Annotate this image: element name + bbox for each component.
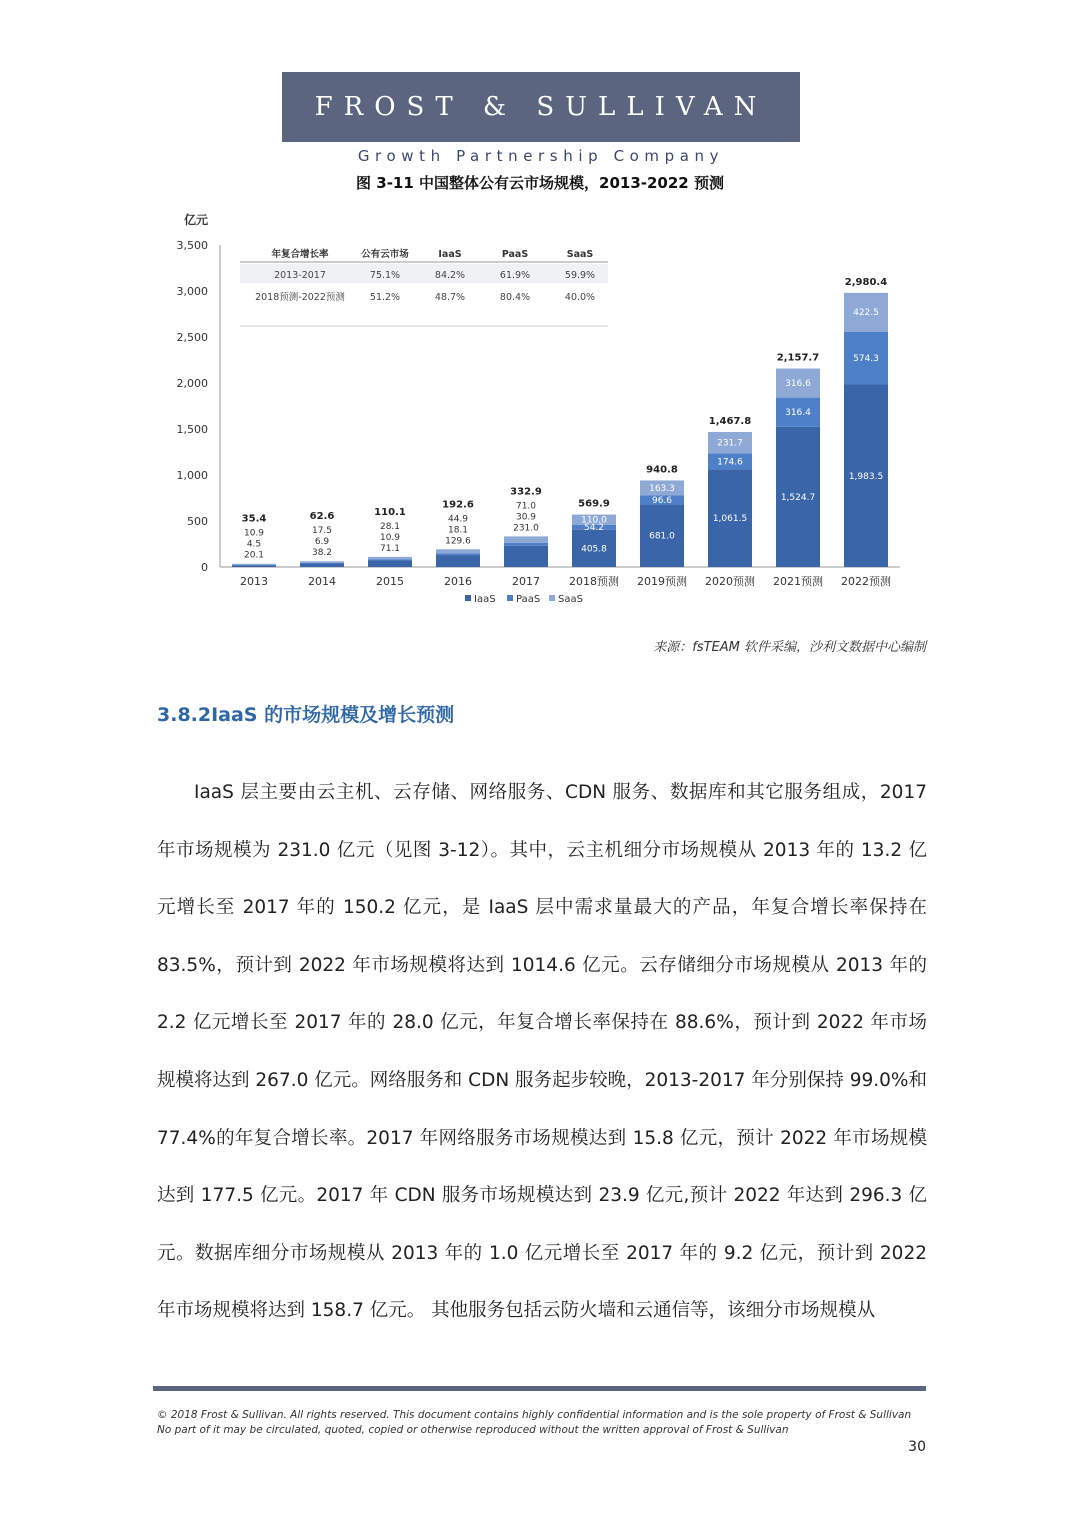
cagr-table-cell: 84.2% (434, 270, 466, 281)
x-tick-label: 2018预测 (569, 575, 619, 588)
figure-source: 来源：fsTEAM 软件采编，沙利文数据中心编制 (653, 640, 926, 655)
data-label: 316.4 (785, 408, 811, 419)
cagr-table-header: 年复合增长率 (271, 249, 329, 260)
data-label: 54.2 (583, 523, 605, 534)
bar-segment-saas (232, 564, 276, 565)
legend-label-paas: PaaS (516, 594, 541, 605)
total-label: 62.6 (309, 511, 335, 523)
section-heading: 3.8.2IaaS 的市场规模及增长预测 (157, 704, 455, 726)
bar-segment-saas (436, 549, 480, 553)
bar-segment-paas (504, 543, 548, 546)
stacked-bar-chart (150, 200, 930, 620)
x-tick-label: 2014 (308, 575, 336, 588)
cagr-table-header: SaaS (566, 249, 594, 260)
cagr-table-cell: 75.1% (369, 270, 401, 281)
data-label: 231.0 (513, 523, 539, 534)
total-label: 332.9 (510, 486, 542, 498)
x-tick-label: 2016 (444, 575, 472, 588)
total-label: 1,467.8 (708, 415, 752, 427)
logo-text: FROST & SULLIVAN (314, 92, 768, 122)
cagr-table-cell: 48.7% (434, 292, 466, 303)
data-label: 681.0 (649, 531, 675, 542)
total-label: 110.1 (374, 506, 406, 518)
data-label: 422.5 (853, 308, 879, 319)
copyright-notice (157, 1408, 911, 1438)
bar-segment-iaas (436, 555, 480, 567)
data-label: 10.9 (379, 532, 401, 543)
footer-divider (153, 1386, 926, 1391)
x-tick-label: 2015 (376, 575, 404, 588)
x-tick-label: 2022预测 (841, 575, 891, 588)
data-label: 110.0 (581, 515, 607, 526)
bar-segment-iaas (300, 563, 344, 567)
legend-swatch-paas (507, 595, 513, 601)
y-tick-label: 0 (201, 561, 208, 574)
body-paragraph: IaaS 层主要由云主机、云存储、网络服务、CDN 服务、数据库和其它服务组成，2017 年市场规模为 231.0 亿元（见图 3-12）。其中，云主机细分市场规模从 2013 年的 13.2 亿元增长至 2017 年的 150.2 亿元，是 IaaS 层中需求量最大的产品，年复合增长率保持在 83.5%，预计到 2022 年市场规模将达到 1014.6 亿元。云存储细分市场规模从 2013 年的 2.2 亿元增长至 2017 年的 28.0 亿元，年复合增长率保持在 88.6%，预计到 2022 年市场规模将达到 267.0 亿元。网络服务和 CDN 服务起步较晚，2013-2017 年分别保持 99.0%和 77.4%的年复合增长率。2017 年网络服务市场规模达到 15.8 亿元，预计 2022 年市场规模达到 177.5 亿元。2017 年 CDN 服务市场规模达到 23.9 亿元,预计 2022 年达到 296.3 亿元。数据库细分市场规模从 2013 年的 1.0 亿元增长至 2017 年的 9.2 亿元，预计到 2022 年市场规模将达到 158.7 亿元。 其他服务包括云防火墙和云通信等，该细分市场规模从 (157, 782, 927, 1322)
data-label: 1,061.5 (712, 514, 748, 525)
total-label: 2,157.7 (776, 352, 820, 364)
total-label: 569.9 (578, 498, 610, 510)
bar-segment-saas (300, 561, 344, 563)
data-label: 30.9 (515, 512, 537, 523)
bar-segment-saas (504, 536, 548, 543)
data-label: 231.7 (717, 438, 743, 449)
data-label: 405.8 (581, 544, 607, 555)
data-label: 20.1 (243, 550, 265, 561)
cagr-table-cell: 2013-2017 (274, 270, 326, 281)
data-label: 44.9 (447, 514, 469, 525)
data-label: 71.0 (515, 501, 537, 512)
cagr-table-cell: 61.9% (499, 270, 531, 281)
cagr-table-cell: 59.9% (564, 270, 596, 281)
legend-label-saas: SaaS (558, 594, 583, 605)
data-label: 4.5 (246, 539, 262, 550)
y-tick-label: 3,500 (176, 239, 208, 252)
y-axis-label: 亿元 (183, 213, 209, 227)
data-label: 1,983.5 (848, 471, 884, 482)
frost-sullivan-logo (282, 72, 800, 142)
total-label: 940.8 (646, 464, 678, 476)
x-tick-label: 2021预测 (773, 575, 823, 588)
figure-title: 图 3-11 中国整体公有云市场规模，2013-2022 预测 (356, 174, 724, 192)
cagr-table-header: IaaS (438, 249, 462, 260)
x-tick-label: 2020预测 (705, 575, 755, 588)
legend-swatch-iaas (465, 595, 471, 601)
y-tick-label: 3,000 (176, 285, 208, 298)
bar-segment-paas (436, 553, 480, 555)
data-label: 1,524.7 (780, 492, 816, 503)
data-label: 316.6 (785, 379, 811, 390)
x-tick-label: 2019预测 (637, 575, 687, 588)
data-label: 96.6 (651, 495, 673, 506)
data-label: 10.9 (243, 528, 265, 539)
data-label: 163.3 (649, 483, 675, 494)
cagr-table-header: PaaS (501, 249, 529, 260)
legend-swatch-saas (549, 595, 555, 601)
data-label: 18.1 (447, 525, 469, 536)
y-tick-label: 2,000 (176, 377, 208, 390)
tagline: Growth Partnership Company (357, 147, 725, 165)
cagr-table-cell: 80.4% (499, 292, 531, 303)
total-label: 192.6 (442, 499, 474, 511)
cagr-table-header: 公有云市场 (361, 249, 409, 260)
y-tick-label: 1,500 (176, 423, 208, 436)
bar-segment-iaas (368, 560, 412, 567)
bar-segment-saas (368, 557, 412, 560)
total-label: 35.4 (241, 513, 267, 525)
bar-segment-iaas (232, 565, 276, 567)
bar-segment-paas (300, 563, 344, 564)
bar-segment-paas (232, 565, 276, 566)
data-label: 71.1 (379, 543, 401, 554)
data-label: 28.1 (379, 521, 401, 532)
x-tick-label: 2017 (512, 575, 540, 588)
data-label: 574.3 (853, 354, 879, 365)
data-label: 129.6 (445, 536, 471, 547)
bar-segment-iaas (504, 546, 548, 567)
copyright-line-2: No part of it may be circulated, quoted, copied or otherwise reproduced without the written approval of Frost & Sullivan (157, 1424, 789, 1436)
data-label: 38.2 (311, 548, 333, 559)
y-tick-label: 1,000 (176, 469, 208, 482)
data-label: 6.9 (314, 537, 330, 548)
data-label: 17.5 (311, 526, 333, 537)
legend-label-iaas: IaaS (474, 594, 496, 605)
cagr-table-cell: 51.2% (369, 292, 401, 303)
cagr-table-cell: 40.0% (564, 292, 596, 303)
page-number: 30 (908, 1439, 926, 1455)
bar-segment-paas (368, 559, 412, 560)
cagr-table-cell: 2018预测-2022预测 (255, 292, 345, 303)
copyright-line-1: © 2018 Frost & Sullivan. All rights reserved. This document contains highly confidential information and is the sole property of Frost & Sullivan (157, 1409, 912, 1421)
total-label: 2,980.4 (844, 276, 888, 288)
data-label: 174.6 (717, 457, 743, 468)
y-tick-label: 2,500 (176, 331, 208, 344)
x-tick-label: 2013 (240, 575, 268, 588)
y-tick-label: 500 (187, 515, 208, 528)
